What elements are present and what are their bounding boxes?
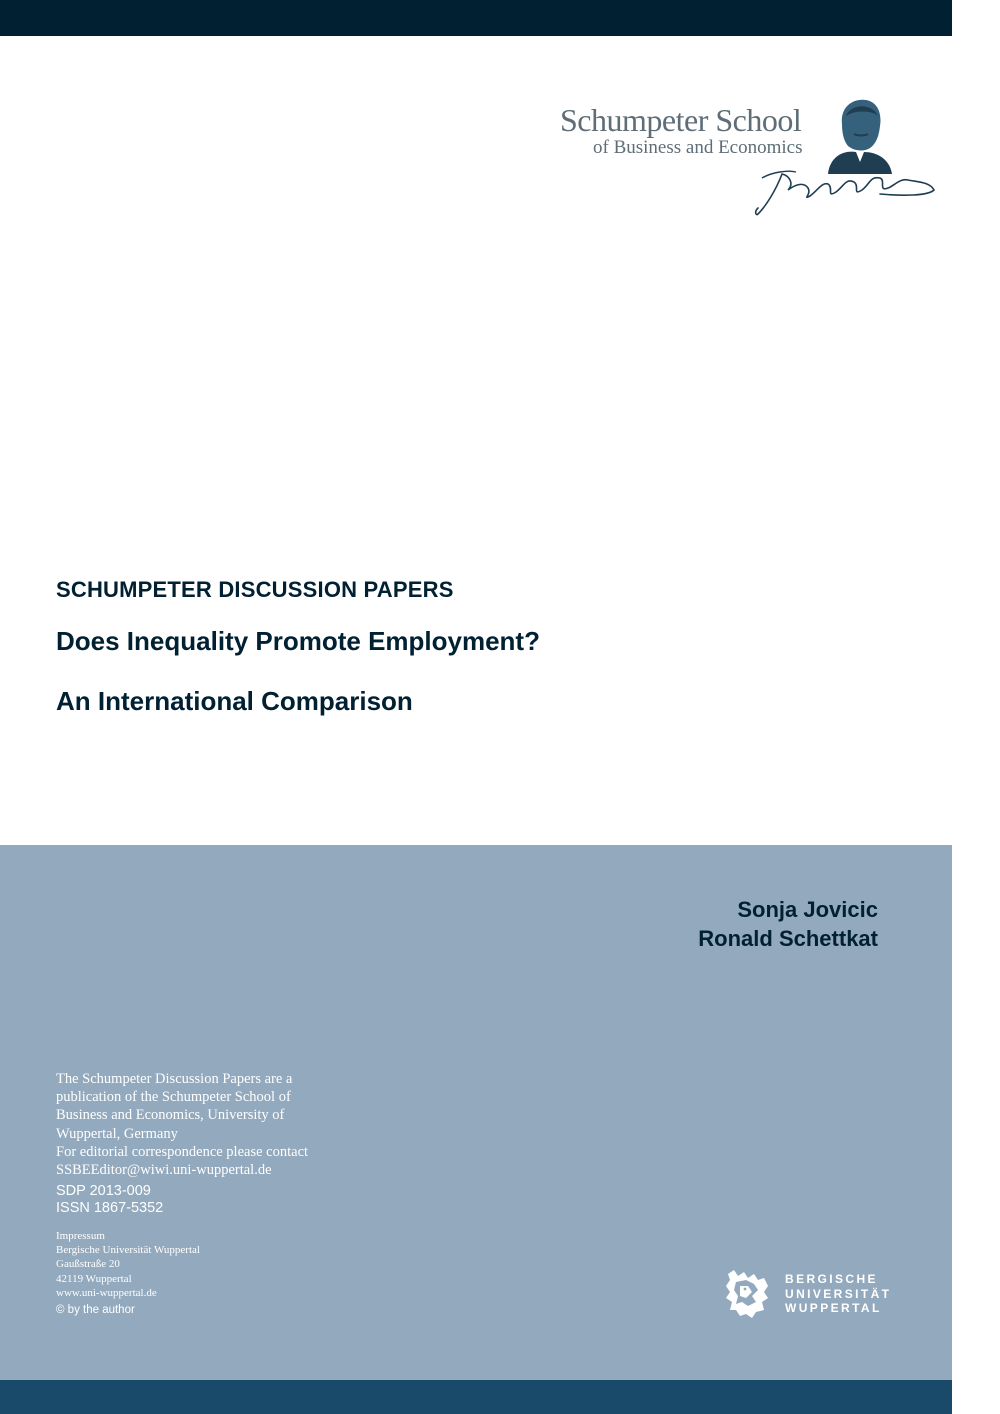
identifiers: [56, 1183, 163, 1217]
author-name: Ronald Schettkat: [698, 926, 878, 951]
publication-note-line: Wuppertal, Germany: [56, 1125, 178, 1142]
impressum-heading: Impressum: [56, 1230, 105, 1242]
bottom-bar: [0, 1380, 952, 1414]
logo-name: Schumpeter School: [560, 102, 802, 138]
authors: [698, 895, 878, 953]
publication-note-line: For editorial correspondence please contact: [56, 1143, 309, 1160]
university-logo: [724, 1268, 904, 1320]
publication-note-line: publication of the Schumpeter School of: [56, 1089, 291, 1106]
university-name-line: WUPPERTAL: [785, 1301, 882, 1316]
paper-title: Does Inequality Promote Employment?: [56, 626, 540, 656]
series-title: SCHUMPETER DISCUSSION PAPERS: [56, 577, 454, 602]
right-margin: [952, 0, 1000, 1414]
university-name-line: UNIVERSITÄT: [785, 1286, 892, 1301]
copyright-notice: © by the author: [56, 1304, 135, 1316]
impressum: [56, 1229, 200, 1300]
impressum-line: Gaußstraße 20: [56, 1258, 120, 1271]
university-name: [785, 1272, 891, 1316]
handwritten-signature-icon: [752, 160, 938, 220]
sdp-number: SDP 2013-009: [56, 1183, 151, 1199]
impressum-line: 42119 Wuppertal: [56, 1272, 132, 1285]
impressum-website: www.uni-wuppertal.de: [56, 1286, 157, 1299]
author-name: Sonja Jovicic: [737, 897, 878, 922]
paper-subtitle: An International Comparison: [56, 686, 413, 716]
publication-note-line: The Schumpeter Discussion Papers are a: [56, 1071, 293, 1087]
impressum-line: Bergische Universität Wuppertal: [56, 1244, 200, 1257]
logo-subtitle: of Business and Economics: [593, 137, 803, 158]
top-bar: [0, 0, 952, 36]
editor-email: SSBEEditor@wiwi.uni-wuppertal.de: [56, 1162, 272, 1179]
publication-note-line: Business and Economics, University of: [56, 1107, 285, 1124]
university-name-line: BERGISCHE: [785, 1272, 878, 1286]
publication-note: [56, 1070, 356, 1179]
schumpeter-school-logo: [556, 92, 946, 224]
lion-emblem-icon: [724, 1268, 772, 1318]
issn-number: ISSN 1867-5352: [56, 1200, 164, 1216]
